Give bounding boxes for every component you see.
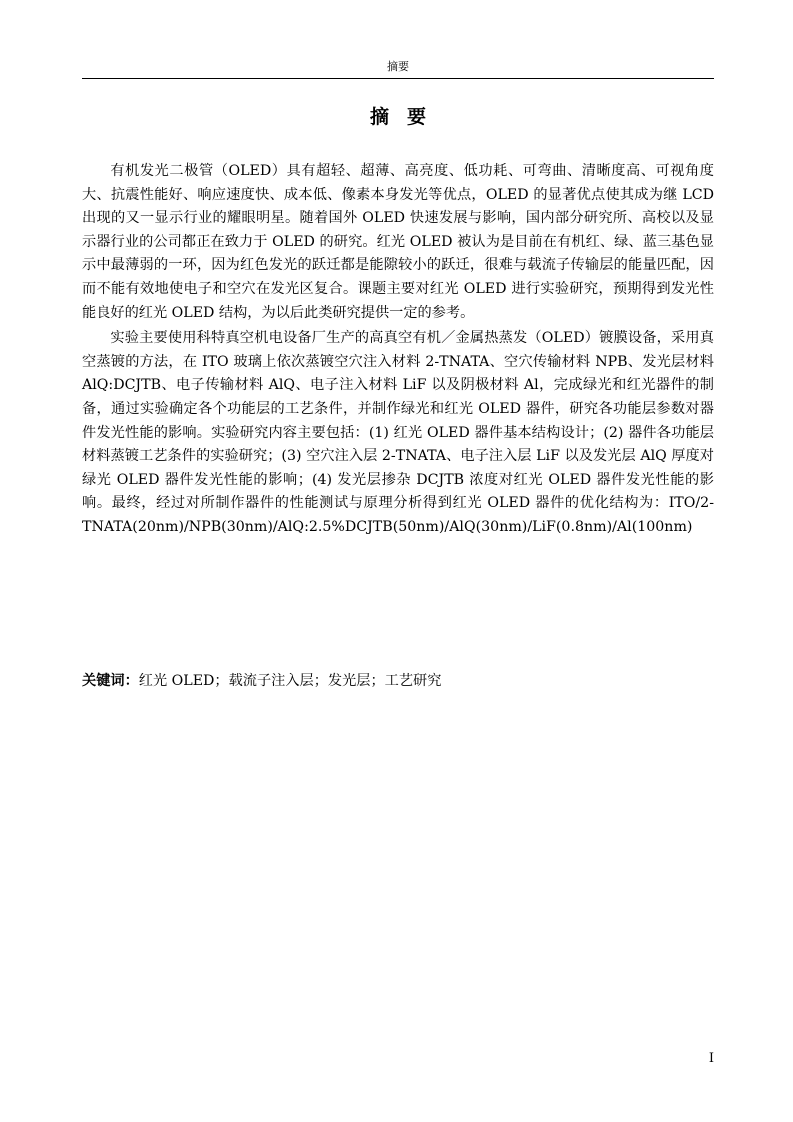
header-divider [82, 78, 714, 79]
running-header: 摘要 [387, 60, 409, 73]
keywords-line [82, 670, 714, 693]
abstract-body [82, 160, 714, 540]
keywords-text: 红光 OLED；载流子注入层；发光层；工艺研究 [138, 673, 442, 689]
keywords-label: 关键词： [82, 673, 139, 689]
page-number: I [708, 1051, 714, 1066]
abstract-paragraph-2: 实验主要使用科特真空机电设备厂生产的高真空有机／金属热蒸发（OLED）镀膜设备，采用真空蒸镀的方法，在 ITO 玻璃上依次蒸镀空穴注入材料 2-TNATA、空穴传输材料 NPB、发光层材料 AlQ:DCJTB、电子传输材料 AlQ、电子注入材料 LiF 以及阴极材料 Al，完成绿光和红光器件的制备，通过实验确定各个功能层的工艺条件，并制作绿光和红光 OLED 器件，研究各功能层参数对器件发光性能的影响。实验研究内容主要包括：(1) 红光 OLED 器件基本结构设计；(2) 器件各功能层材料蒸镀工艺条件的实验研究；(3) 空穴注入层 2-TNATA、电子注入层 LiF 以及发光层 AlQ 厚度对绿光 OLED 器件发光性能的影响；(4) 发光层掺杂 DCJTB 浓度对红光 OLED 器件发光性能的影响。最终，经过对所制作器件的性能测试与原理分析得到红光 OLED 器件的优化结构为：ITO/2-TNATA(20nm)/NPB(30nm)/AlQ:2.5%DCJTB(50nm)/AlQ(30nm)/LiF(0.8nm)/Al(100nm) [82, 330, 714, 535]
abstract-paragraph-1: 有机发光二极管（OLED）具有超轻、超薄、高亮度、低功耗、可弯曲、清晰度高、可视角度大、抗震性能好、响应速度快、成本低、像素本身发光等优点，OLED 的显著优点使其成为继 LCD 出现的又一显示行业的耀眼明星。随着国外 OLED 快速发展与影响，国内部分研究所、高校以及显示器行业的公司都正在致力于 OLED 的研究。红光 OLED 被认为是目前在有机红、绿、蓝三基色显示中最薄弱的一环，因为红色发光的跃迁都是能隙较小的跃迁，很难与载流子传输层的能量匹配，因而不能有效地使电子和空穴在发光区复合。课题主要对红光 OLED 进行实验研究，预期得到发光性能良好的红光 OLED 结构，为以后此类研究提供一定的参考。 [82, 163, 714, 321]
page-title: 摘要 [369, 106, 444, 128]
